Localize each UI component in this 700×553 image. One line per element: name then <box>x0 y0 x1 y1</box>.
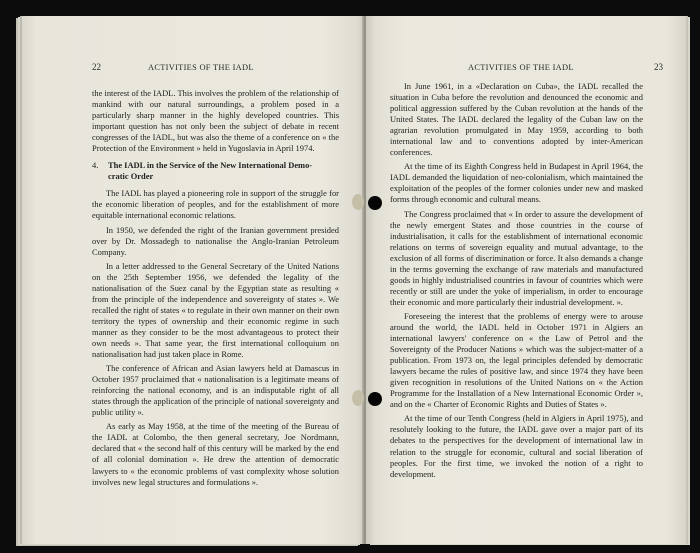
binding-hole-shadow <box>352 390 364 406</box>
right-body-text <box>390 81 643 483</box>
binding-hole-bottom <box>368 392 382 406</box>
page-number-right: 23 <box>654 62 663 72</box>
paragraph: At the time of our Tenth Congress (held in Algiers in April 1975), and resolutely looking to the future, the IADL gave over a major part of its debates to the perspectives for the development of international law in relation to the struggle for economic, cultural and social liberation of peoples. For the first time, we invoked the notion of a right to development. <box>390 413 643 479</box>
paragraph: the interest of the IADL. This involves the problem of the relationship of mankind with our natural surroundings, a problem posed in a particularly sharp manner in the highly developed countries. This important question has not only been the subject of debate in recent congresses of the IADL, but was also the theme of a conference on « the Protection of the Environment » held in Yugoslavia in April 1974. <box>92 88 339 154</box>
page-number-left: 22 <box>92 62 101 72</box>
paragraph: As early as May 1958, at the time of the meeting of the Bureau of the IADL at Colombo, the then general secretary, Joe Nordmann, declared that « the second half of this century will be marked by the end of all colonial domination ». He drew the attention of democratic lawyers to « the economic problems of vast complexity whose solution involves new legal structures and formulations ». <box>92 421 339 487</box>
right-page <box>366 16 686 544</box>
running-head-right: ACTIVITIES OF THE IADL <box>468 63 574 72</box>
section-title-line1: The IADL in the Service of the New International Demo- <box>108 160 313 171</box>
section-number: 4. <box>92 160 99 171</box>
binding-hole-top <box>368 196 382 210</box>
paragraph: The Congress proclaimed that « In order to assure the development of the newly emergent States and those countries in the course of industrialisation, it calls for the establishment of international economic relations on terms of sovereign equality and mutual advantage, to the exclusion of all forms of discrimination or force. It also demands a change in the terms governing the exchange of raw materials and manufactured goods in highly industrialised countries in favour of countries which were recently or still are under the yoke of imperialism, in order to encourage their economic and more particularly their industrial development. ». <box>390 208 643 307</box>
book-spread <box>22 8 686 546</box>
paragraph: In June 1961, in a «Declaration on Cuba», the IADL recalled the situation in Cuba before the revolution and denounced the economic and political aggression suffered by the Cuban revolution at the hands of the United States. The IADL declared the legality of the Cuban law on the agrarian revolution promulgated in May 1959, according to both international law and to conventions adopted by inter-American conferences. <box>390 81 643 158</box>
section-heading <box>92 160 339 182</box>
left-page <box>22 16 364 544</box>
section-title-line2: cratic Order <box>108 171 154 182</box>
left-body-text <box>92 88 339 491</box>
paragraph: Foreseeing the interest that the problems of energy were to arouse around the world, the IADL held in October 1971 in Algiers an international lawyers' conference on « the Law of Petrol and the Sovereignty of the Producer Nations » which was the subject-matter of a publication. From 1973 on, the legal principles defended by democratic lawyers became the rules of positive law, and since 1974 they have been given recognition in resolutions of the United Nations on « the Action Programme for the Installation of a New International Economic Order », and on the « Charter of Economic Rights and Duties of States ». <box>390 310 643 410</box>
paragraph: At the time of its Eighth Congress held in Budapest in April 1964, the IADL demanded the liquidation of neo-colonialism, which maintained the exploitation of the peoples of the former colonies under new and masked forms through economic and cultural means. <box>390 161 643 205</box>
paragraph: In 1950, we defended the right of the Iranian government presided over by Dr. Mossadegh to nationalise the Anglo-Iranian Petroleum Company. <box>92 224 339 257</box>
paragraph: The IADL has played a pioneering role in support of the struggle for the economic liberation of peoples, and for the establishment of more equitable international economic relations. <box>92 188 339 221</box>
paragraph: In a letter addressed to the General Secretary of the United Nations on the 25th September 1956, we defended the legality of the nationalisation of the Suez canal by the Egyptian state as resulting « from the principle of the independence and sovereignty of states ». We recalled the right of states « to regulate in their own manner on their own territory the types of ownership and their economic regime in such manner as they consider to be the most advantageous to protect their own needs ». That same year, the first international colloquium on nationalisation had just taken place in Rome. <box>92 260 339 360</box>
running-head-left: ACTIVITIES OF THE IADL <box>148 63 254 72</box>
binding-hole-shadow <box>352 194 364 210</box>
paragraph: The conference of African and Asian lawyers held at Damascus in October 1957 proclaimed that « nationalisation is a legitimate means of reinforcing the national economy, and is an indisputable right of all states through the application of the principle of national sovereignty and public utility ». <box>92 363 339 418</box>
